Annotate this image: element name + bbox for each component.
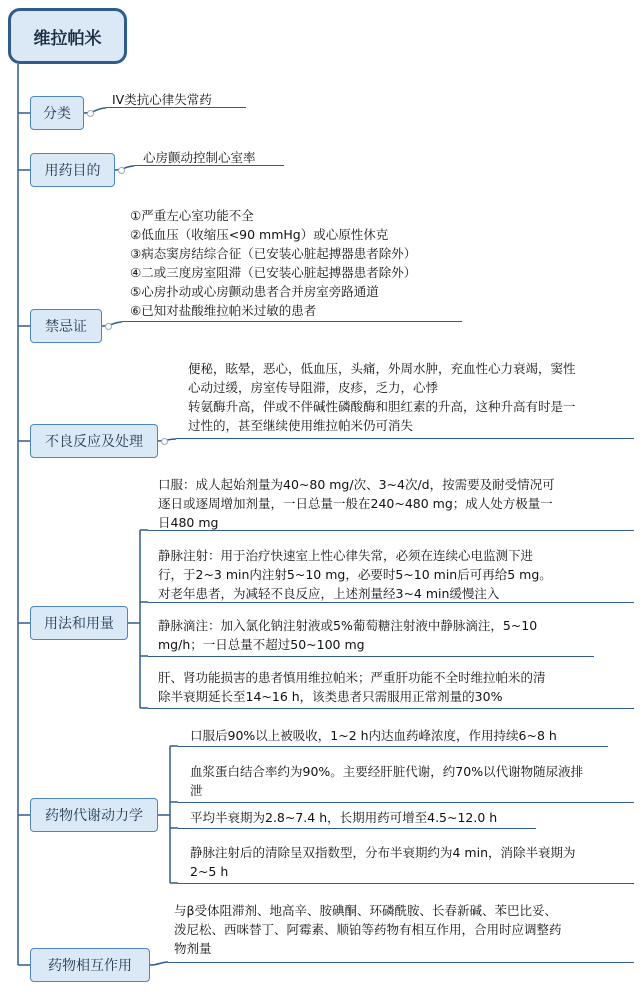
topic-contraindications[interactable] xyxy=(30,309,102,343)
topic-classification[interactable] xyxy=(30,96,84,130)
topic-contraindications-label: 禁忌证 xyxy=(45,319,87,335)
adverse-text: 便秘，眩晕，恶心，低血压，头痛，外周水肿，充血性心力衰竭，窦性 心动过缓，房室传导阻滞，皮疹，乏力，心悸 转氨酶升高，伴或不伴碱性磷酸酶和胆红素的升高，这种升高有时是一 过性的，甚至继续使用维拉帕米仍可消失 xyxy=(188,361,576,433)
topic-adverse-label: 不良反应及处理 xyxy=(45,434,143,450)
text-underline xyxy=(178,802,634,803)
text-underline xyxy=(178,828,536,829)
text-underline xyxy=(148,530,634,531)
root-node[interactable] xyxy=(8,8,127,64)
text-underline xyxy=(106,107,246,108)
topic-pharmacokinetics[interactable] xyxy=(30,798,158,832)
dosage-iv-drip-text: 静脉滴注：加入氯化钠注射液或5%葡萄糖注射液中静脉滴注，5~10 mg/h；一日总量不超过50~100 mg xyxy=(158,618,538,652)
topic-classification-label: 分类 xyxy=(43,106,71,122)
root-title: 维拉帕米 xyxy=(33,28,102,49)
text-underline xyxy=(148,602,634,603)
pk-halflife-text: 平均半衰期为2.8~7.4 h，长期用药可增至4.5~12.0 h xyxy=(190,810,498,825)
topic-purpose-label: 用药目的 xyxy=(44,163,101,179)
topic-interactions-label: 药物相互作用 xyxy=(48,958,132,974)
pk-absorption-text: 口服后90%以上被吸收，1~2 h内达血药峰浓度，作用持续6~8 h xyxy=(190,728,557,743)
text-underline xyxy=(148,708,634,709)
topic-dosage-label: 用法和用量 xyxy=(44,616,114,632)
interactions-text: 与β受体阻滞剂、地高辛、胺碘酮、环磷酰胺、长春新碱、苯巴比妥、 泼尼松、西咪替丁、阿霉素、顺铂等药物有相互作用，合用时应调整药 物剂量 xyxy=(174,903,562,956)
collapse-toggle-icon[interactable] xyxy=(87,110,94,117)
pk-binding-text: 血浆蛋白结合率约为90%。主要经肝脏代谢，约70%以代谢物随尿液排 泄 xyxy=(190,764,584,798)
text-underline xyxy=(178,883,634,884)
topic-adverse[interactable] xyxy=(30,424,158,458)
topic-dosage[interactable] xyxy=(30,606,128,640)
text-underline xyxy=(122,321,462,322)
collapse-toggle-icon[interactable] xyxy=(161,438,168,445)
dosage-hepatic-text: 肝、肾功能损害的患者慎用维拉帕米；严重肝功能不全时维拉帕米的清 除半衰期延长至14~16 h，该类患者只需服用正常剂量的30% xyxy=(158,670,546,704)
purpose-text: 心房颤动控制心室率 xyxy=(143,150,256,165)
text-underline xyxy=(148,656,594,657)
collapse-toggle-icon[interactable] xyxy=(105,323,112,330)
topic-purpose[interactable] xyxy=(30,153,115,187)
text-underline xyxy=(134,165,284,166)
topic-pharmacokinetics-label: 药物代谢动力学 xyxy=(45,808,143,824)
text-underline xyxy=(168,962,634,963)
contraindications-text: ①严重左心室功能不全 ②低血压（收缩压<90 mmHg）或心原性休克 ③病态窦房结综合征（已安装心脏起搏器患者除外） ④二或三度房室阻滞（已安装心脏起搏器患者除外） ⑤心房扑动或心房颤动患者合并房室旁路通道 ⑥已知对盐酸维拉帕米过敏的患者 xyxy=(130,208,417,318)
text-underline xyxy=(176,438,634,439)
topic-interactions[interactable] xyxy=(30,948,150,982)
pk-clearance-text: 静脉注射后的清除呈双指数型，分布半衰期约为4 min，消除半衰期为 2~5 h xyxy=(190,845,576,879)
classification-text: IV类抗心律失常药 xyxy=(112,92,212,107)
text-underline xyxy=(178,746,608,747)
dosage-oral-text: 口服：成人起始剂量为40~80 mg/次、3~4次/d，按需要及耐受情况可 逐日或逐周增加剂量，一日总量一般在240~480 mg；成人处方极量一 日480 mg xyxy=(158,477,555,530)
dosage-iv-injection-text: 静脉注射：用于治疗快速室上性心律失常，必须在连续心电监测下进 行，于2~3 min内注射5~10 mg，必要时5~10 min后可再给5 mg。 对老年患者，为减轻不良反应，上述剂量经3~4 min缓慢注入 xyxy=(158,548,552,601)
collapse-toggle-icon[interactable] xyxy=(118,167,125,174)
